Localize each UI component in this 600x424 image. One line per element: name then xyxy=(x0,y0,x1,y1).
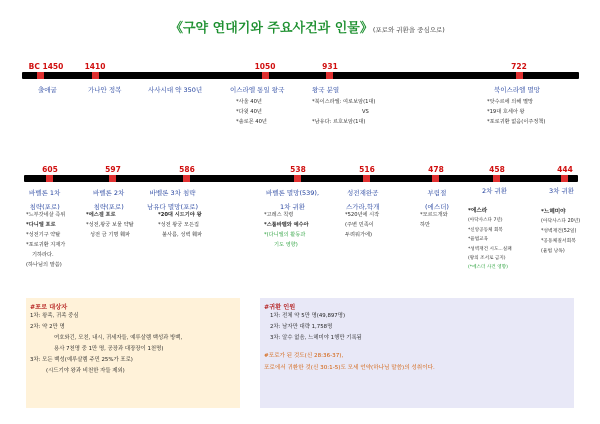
captives-line: 여호와긴, 모친, 내시, 귀세자들, 예루살렘 백성과 방백, xyxy=(54,335,183,341)
page-subtitle: (포로와 귀환을 중심으로) xyxy=(372,26,445,34)
timeline-marker xyxy=(561,175,568,182)
timeline-marker xyxy=(262,72,269,79)
timeline-marker xyxy=(326,72,333,79)
year-label: 722 xyxy=(511,62,527,71)
captives-line: 2차: 약 2만 명 xyxy=(30,324,65,330)
event-label: 가나안 정복 xyxy=(88,86,122,94)
event-label: 성전재완공 스가라,학개 xyxy=(346,189,380,211)
note-kingdom: *사울 40년 *다윗 40년 *솔로몬 40년 xyxy=(236,99,267,125)
captives-line: 1차: 왕족, 귀족 중심 xyxy=(30,313,79,319)
event-label: 바벨론 1차 침략(포로) xyxy=(29,189,61,211)
year-label: 605 xyxy=(42,165,58,174)
event-label: 2차 귀환 xyxy=(482,187,508,195)
event-label: 사사시대 약 350년 xyxy=(148,86,203,94)
timeline-bar-1 xyxy=(22,72,579,79)
note-586: *20대 시드기야 왕 *성전 왕궁 모든집 불사름, 성벽 훼파 xyxy=(158,212,203,238)
note-478: *모르드개와 하만 xyxy=(420,212,448,228)
returnees-line: 2차: 남자만 대략 1,758명 xyxy=(270,324,333,330)
covenant-note: #포로가 된 것도(신 28:36-37), xyxy=(264,353,344,359)
timeline-marker xyxy=(37,72,44,79)
year-label: 444 xyxy=(557,165,573,174)
returnees-line: 1차: 전체 약 5만 명(49,897명) xyxy=(270,313,346,319)
year-label: 1050 xyxy=(254,62,276,71)
returnees-line: 3차: 알수 없음, 느헤미야 1행만 기록됨 xyxy=(270,335,362,341)
note-north: *앗수르에 의해 멸망 *19대 호세아 왕 *포로귀환 없음(이주정책) xyxy=(487,99,546,125)
note-516: *520년에 시작 (주변 민족이 두려워가에) xyxy=(345,212,380,238)
year-label: BC 1450 xyxy=(28,62,64,71)
captives-box xyxy=(26,298,240,408)
returnees-title: #귀환 인원 xyxy=(264,304,296,311)
timeline-marker xyxy=(183,175,190,182)
returnees-box xyxy=(260,298,574,408)
note-597: *에스겔 포로 *성전,왕궁 보물 약탈 성전 금 기명 훼파 xyxy=(86,212,134,238)
event-label: 바벨론 멸망(539), 1차 귀환 xyxy=(266,189,320,211)
captives-line: 용사 7천명 중 1만 명, 공장과 대장장이 1천명) xyxy=(54,346,164,352)
note-605: *느부갓네살 즉위 *다니엘 포로 *성전기구 약탈 *포로귀환 지재가 기하라다. (하나님의 말씀) xyxy=(26,212,66,268)
year-label: 1410 xyxy=(84,62,106,71)
year-label: 931 xyxy=(322,62,338,71)
title-block xyxy=(170,17,445,36)
event-label: 출애굽 xyxy=(38,86,57,94)
year-label: 516 xyxy=(359,165,375,174)
timeline-marker xyxy=(294,175,301,182)
event-label: 부림절 (에스더) xyxy=(425,189,449,211)
event-label: 왕국 분열 xyxy=(312,86,340,94)
captives-line: (시드기야 왕과 비천한 자들 제외) xyxy=(46,368,125,374)
covenant-note: 포로에서 귀환한 것(신 30:1-5)도 모세 언약(하나님 말씀)의 성취이다. xyxy=(264,365,435,371)
note-444: *느헤미야 (아닥사스다 20년) *성벽재건(52일) *공동체질서회복 (율법 낭독) xyxy=(541,209,581,254)
event-label: 이스라엘 통일 왕국 xyxy=(230,86,285,94)
timeline-marker xyxy=(363,175,370,182)
captives-title: #포로 대상자 xyxy=(30,304,68,311)
event-label: 3차 귀환 xyxy=(549,187,575,195)
event-label: 바벨론 3차 침략 남유다 멸망(포로) xyxy=(147,189,199,211)
timeline-marker xyxy=(109,175,116,182)
timeline-marker xyxy=(432,175,439,182)
page-title: 《구약 연대기와 주요사건과 인물》 xyxy=(170,21,373,36)
year-label: 586 xyxy=(179,165,195,174)
note-538: *고레스 칙령 *스룹바벨와 예수아 *(다니엘의 활동과 기도 영향) xyxy=(264,212,309,248)
year-label: 458 xyxy=(489,165,505,174)
note-458: *에스라 (아닥사스다 7년) *신앙공동체 회복 *율법교육 *성벽재건 시도...실패 (왕의 조서로 금지) (*에스더 사건 영향) xyxy=(468,208,512,271)
event-label: 바벨론 2차 침략(포로) xyxy=(93,189,125,211)
year-label: 478 xyxy=(428,165,444,174)
year-label: 538 xyxy=(290,165,306,174)
year-label: 597 xyxy=(105,165,121,174)
timeline-marker xyxy=(46,175,53,182)
captives-line: 3차: 모든 백성(예루살렘 주민 25%가 포로) xyxy=(30,357,133,363)
timeline-marker xyxy=(493,175,500,182)
timeline-marker xyxy=(92,72,99,79)
timeline-marker xyxy=(516,72,523,79)
event-label: 북이스라엘 멸망 xyxy=(494,86,541,94)
note-division: *북이스라엘: 여로보암(1대) VS *남유다: 르호보암(1대) xyxy=(312,99,376,125)
